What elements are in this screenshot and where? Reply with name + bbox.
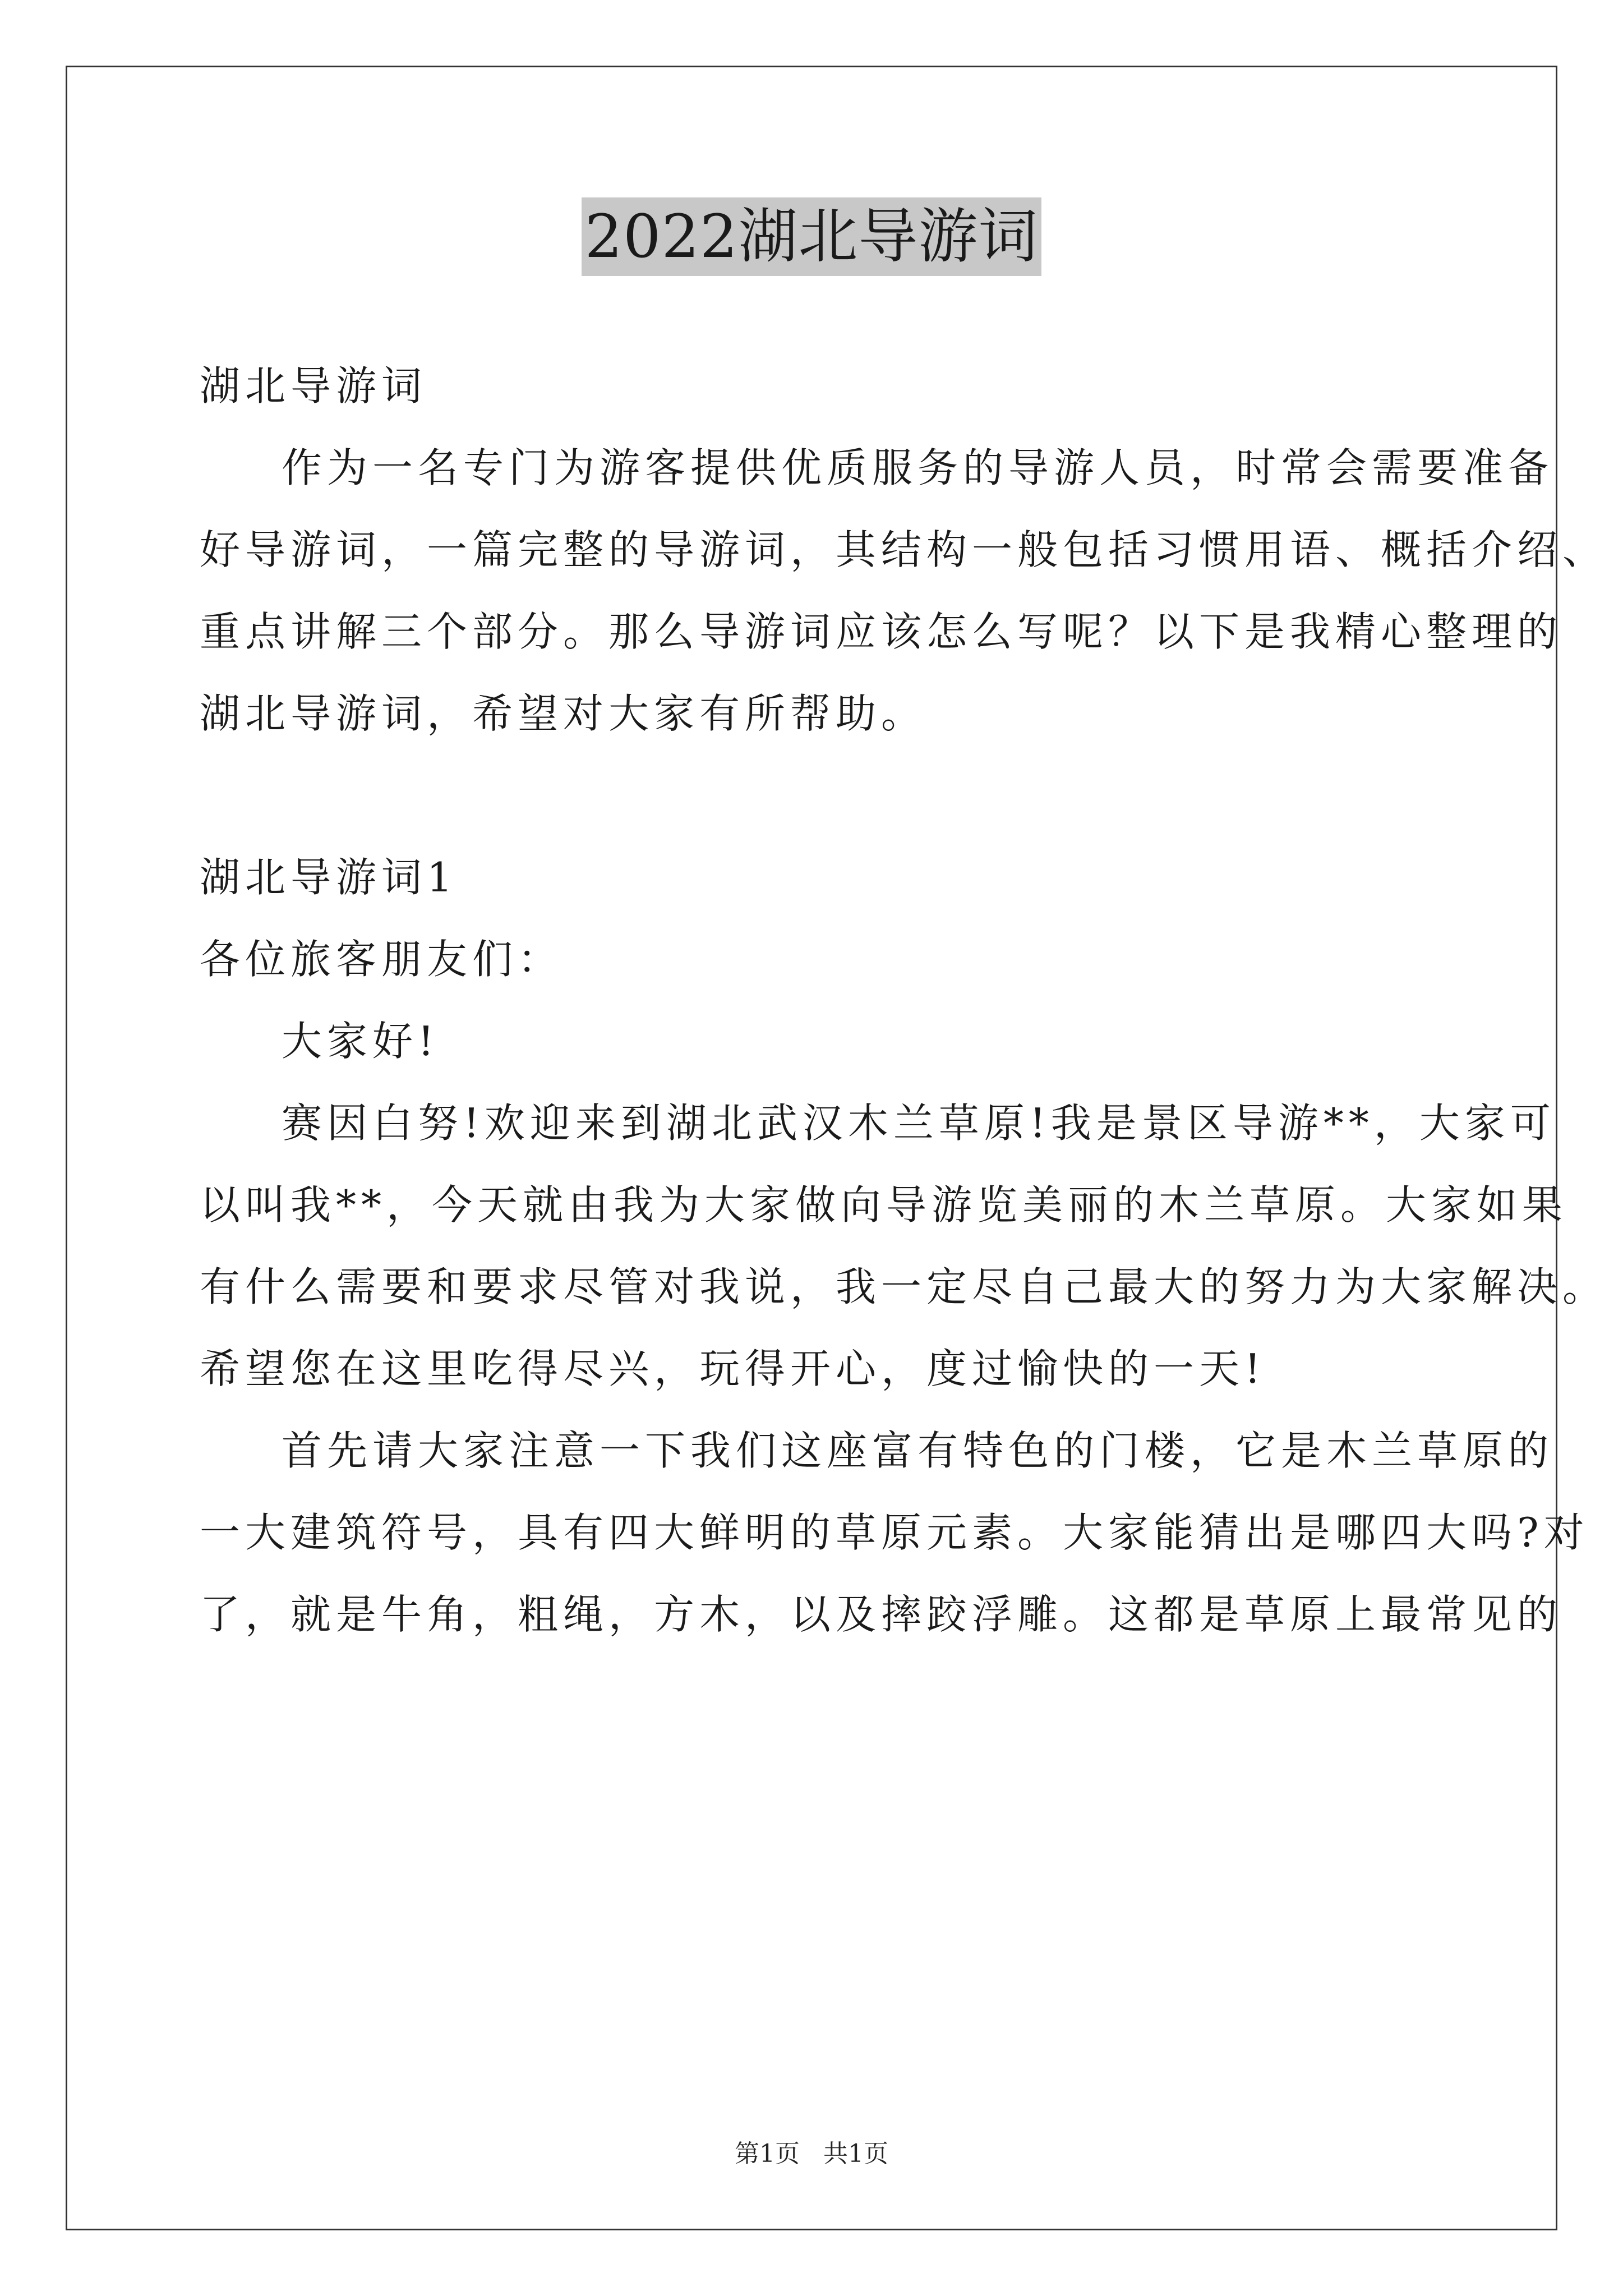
- section-heading: 湖北导游词1: [200, 854, 458, 901]
- paragraph-line: 有什么需要和要求尽管对我说，我一定尽自己最大的努力为大家解决。: [200, 1263, 1608, 1310]
- paragraph-line: 好导游词，一篇完整的导游词，其结构一般包括习惯用语、概括介绍、: [200, 526, 1608, 573]
- paragraph-line: 首先请大家注意一下我们这座富有特色的门楼，它是木兰草原的: [282, 1427, 1554, 1474]
- paragraph-line: 了，就是牛角，粗绳，方木，以及摔跤浮雕。这都是草原上最常见的: [200, 1591, 1563, 1638]
- paragraph-line: 赛因白努!欢迎来到湖北武汉木兰草原!我是景区导游**，大家可: [282, 1099, 1556, 1147]
- page-total: 共1页: [823, 2139, 888, 2168]
- paragraph-line: 作为一名专门为游客提供优质服务的导游人员，时常会需要准备: [282, 444, 1554, 491]
- blank-line: [200, 754, 1433, 836]
- paragraph-line: 希望您在这里吃得尽兴，玩得开心，度过愉快的一天!: [200, 1345, 1266, 1392]
- paragraph-line: 以叫我**，今天就由我为大家做向导游览美丽的木兰草原。大家如果: [200, 1181, 1568, 1228]
- page-footer: [0, 2133, 1623, 2169]
- document-body: [200, 345, 1608, 1655]
- section-heading: 湖北导游词: [200, 362, 427, 409]
- paragraph-line: 一大建筑符号，具有四大鲜明的草原元素。大家能猜出是哪四大吗?对: [200, 1509, 1589, 1556]
- paragraph-line: 各位旅客朋友们：: [200, 936, 564, 983]
- paragraph-line: 重点讲解三个部分。那么导游词应该怎么写呢？以下是我精心整理的: [200, 608, 1563, 655]
- paragraph-line: 湖北导游词，希望对大家有所帮助。: [200, 690, 927, 737]
- paragraph-line: 大家好!: [282, 1018, 439, 1065]
- title-container: [0, 197, 1623, 276]
- page-number: 第1页: [735, 2139, 800, 2168]
- document-title: 2022湖北导游词: [582, 197, 1042, 276]
